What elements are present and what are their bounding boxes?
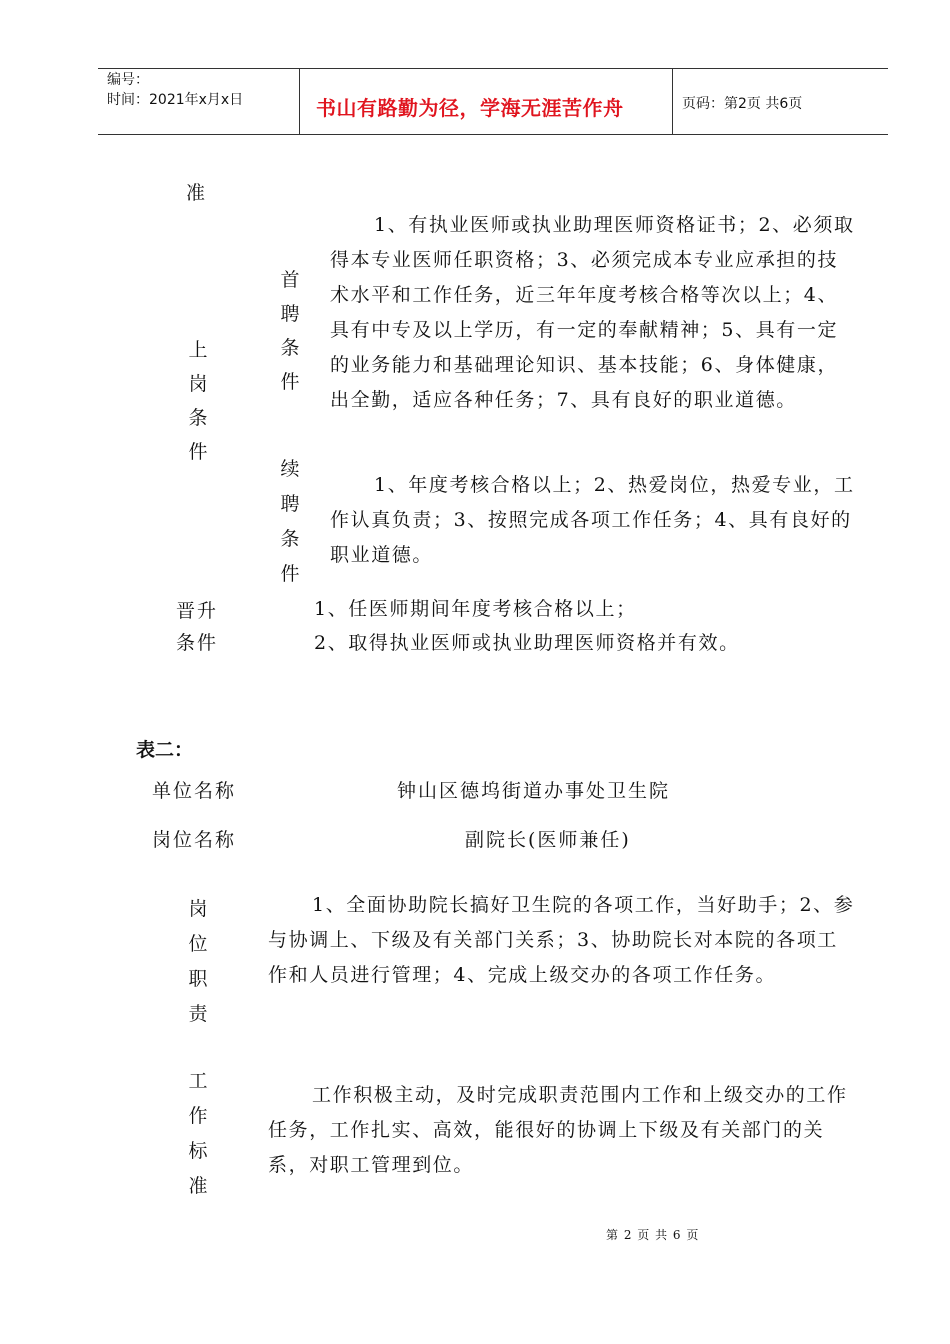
header-top-rule (98, 68, 888, 69)
work-standard-label: 工作标准 (188, 1070, 208, 1197)
promotion-condition-1: 1、任医师期间年度考核合格以上； (314, 598, 637, 620)
header-divider (299, 68, 300, 135)
page-number-label: 页码：第2页 共6页 (682, 96, 803, 112)
post-name-label: 岗位名称 (152, 829, 237, 851)
header-motto: 书山有路勤为径，学海无涯苦作舟 (316, 96, 624, 120)
unit-name-value: 钟山区德坞街道办事处卫生院 (397, 780, 671, 802)
promotion-condition-2: 2、取得执业医师或执业助理医师资格并有效。 (314, 632, 740, 654)
renew-hire-conditions: 1、年度考核合格以上；2、热爱岗位，热爱专业，工作认真负责；3、按照完成各项工作任务；4、具有良好的职业道德。 (330, 474, 855, 566)
page-footer: 第 2 页 共 6 页 (606, 1228, 700, 1242)
header-bottom-rule (98, 134, 888, 135)
first-hire-conditions: 1、有执业医师或执业助理医师资格证书；2、必须取得本专业医师任职资格；3、必须完成本专业应承担的技术水平和工作任务，近三年年度考核合格等次以上；4、具有中专及以上学历，有一定的奉献精神；5、具有一定的业务能力和基础理论知识、基本技能；6、身体健康，出全勤，适应各种任务；7、具有良好的职业道德。 (330, 214, 855, 411)
promotion-label-1: 晋升 (176, 600, 219, 622)
post-duty-label: 岗位职责 (188, 898, 208, 1025)
renew-hire-label: 续聘条件 (280, 458, 300, 585)
header-divider (672, 68, 673, 135)
doc-number-label: 编号： (107, 72, 149, 88)
doc-time-label: 时间：2021年x月x日 (107, 92, 244, 108)
post-duty-text: 1、全面协助院长搞好卫生院的各项工作，当好助手；2、参与协调上、下级及有关部门关系；3、协助院长对本院的各项工作和人员进行管理；4、完成上级交办的各项工作任务。 (268, 894, 855, 986)
table-two-title: 表二： (136, 739, 194, 761)
promotion-label-2: 条件 (176, 632, 219, 654)
first-hire-label: 首聘条件 (280, 269, 300, 393)
unit-name-label: 单位名称 (152, 780, 237, 802)
standard-label-tail: 准 (186, 182, 208, 204)
work-standard-text: 工作积极主动，及时完成职责范围内工作和上级交办的工作任务，工作扎实、高效，能很好的协调上下级及有关部门的关系，对职工管理到位。 (268, 1084, 848, 1176)
post-conditions-label: 上岗条件 (188, 339, 208, 463)
post-name-value: 副院长(医师兼任) (465, 829, 631, 851)
